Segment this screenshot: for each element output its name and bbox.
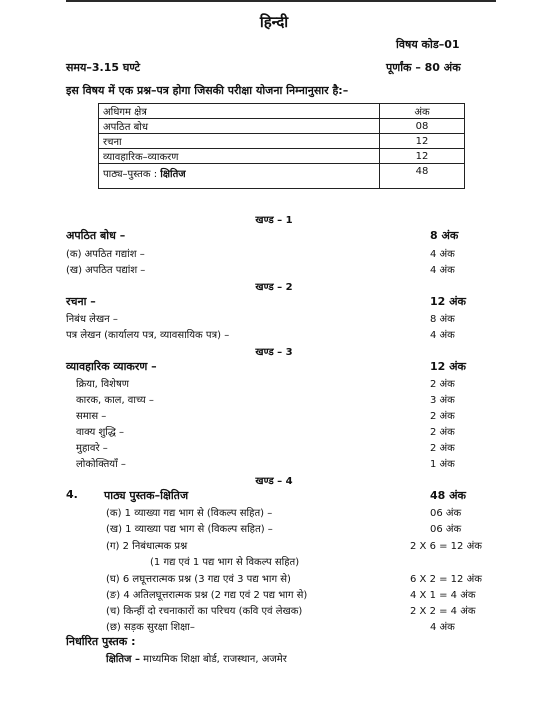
section-heading-4: खण्ड – 4 [255, 476, 293, 487]
list-item: निबंध लेखन – [66, 314, 118, 325]
list-item: वाक्य शुद्धि – [76, 427, 125, 438]
section-heading-1: खण्ड – 1 [255, 215, 293, 226]
section-heading-2: खण्ड – 2 [255, 282, 293, 293]
list-item-marks: 8 अंक [430, 314, 455, 325]
marks-table [98, 103, 465, 189]
section-marks-4: 48 अंक [430, 489, 466, 502]
table-cell-text: पाठ्य–पुस्तक : [103, 169, 161, 180]
list-item-marks: 4 अंक [430, 249, 455, 260]
list-item-marks: 2 अंक [430, 411, 455, 422]
table-cell-book: क्षितिज [160, 169, 186, 180]
section-heading-3: खण्ड – 3 [255, 347, 293, 358]
table-row [99, 119, 465, 134]
list-item-marks: 2 अंक [430, 443, 455, 454]
list-item: (ख) अपठित पद्यांश – [66, 265, 146, 276]
list-item-marks: 4 अंक [430, 330, 455, 341]
list-item-marks: 06 अंक [430, 524, 462, 535]
section-title-3: व्यावहारिक व्याकरण – [66, 360, 157, 373]
list-item: समास – [76, 411, 107, 422]
list-item-marks: 1 अंक [430, 459, 455, 470]
list-item: लोकोक्तियाँ – [76, 459, 126, 470]
table-cell: 12 [380, 134, 465, 149]
table-cell: व्यावहारिक–व्याकरण [99, 149, 380, 164]
list-item: (ग) 2 निबंधात्मक प्रश्न [106, 541, 188, 552]
list-item: (1 गद्य एवं 1 पद्य भाग से विकल्प सहित) [150, 557, 300, 568]
list-item: (घ) 6 लघूत्तरात्मक प्रश्न (3 गद्य एवं 3 पद्य भाग से) [106, 574, 291, 585]
list-item-marks: 4 अंक [430, 265, 455, 276]
table-cell: 12 [380, 149, 465, 164]
table-header-row [99, 104, 465, 119]
list-item: (ङ) 4 अतिलघूत्तरात्मक प्रश्न (2 गद्य एवं 2 पद्य भाग से) [106, 590, 308, 601]
list-item: (क) अपठित गद्यांश – [66, 249, 145, 260]
subject-code: विषय कोड–01 [396, 38, 460, 51]
table-cell [99, 164, 380, 189]
table-cell: अपठित बोध [99, 119, 380, 134]
table-cell: 48 [380, 164, 465, 189]
section-title-2: रचना – [66, 295, 96, 308]
list-item-marks: 2 अंक [430, 379, 455, 390]
list-item: क्रिया, विशेषण [76, 379, 129, 390]
list-item: कारक, काल, वाच्य – [76, 395, 154, 406]
section-marks-3: 12 अंक [430, 360, 466, 373]
list-item: (छ) सड़क सुरक्षा शिक्षा– [106, 622, 195, 633]
total-marks: पूर्णांक – 80 अंक [386, 61, 461, 74]
list-item: पत्र लेखन (कार्यालय पत्र, व्यावसायिक पत्र) – [66, 330, 230, 341]
prescribed-heading: निर्धारित पुस्तक : [66, 635, 136, 648]
section-marks-1: 8 अंक [430, 229, 459, 242]
list-item-marks: 4 अंक [430, 622, 455, 633]
table-row [99, 134, 465, 149]
top-rule [66, 0, 496, 2]
list-item-marks: 3 अंक [430, 395, 455, 406]
intro-line: इस विषय में एक प्रश्न–पत्र होगा जिसकी परीक्षा योजना निम्नानुसार है:– [66, 84, 349, 97]
exam-time: समय–3.15 घण्टे [66, 61, 141, 74]
list-item: मुहावरे – [76, 443, 108, 454]
prescribed-book-line [106, 651, 287, 665]
list-item-marks: 4 X 1 = 4 अंक [410, 590, 476, 601]
table-header-cell: अधिगम क्षेत्र [99, 104, 380, 119]
section-title-4: पाठ्य पुस्तक–क्षितिज [104, 489, 189, 502]
table-cell: रचना [99, 134, 380, 149]
list-item-marks: 2 X 2 = 4 अंक [410, 606, 476, 617]
section-number-4: 4. [66, 488, 78, 501]
table-row [99, 164, 465, 189]
table-header-cell: अंक [380, 104, 465, 119]
section-title-1: अपठित बोध – [66, 229, 126, 242]
table-cell: 08 [380, 119, 465, 134]
section-marks-2: 12 अंक [430, 295, 466, 308]
prescribed-book-name: क्षितिज – [106, 654, 140, 665]
list-item-marks: 2 X 6 = 12 अंक [410, 541, 482, 552]
list-item-marks: 2 अंक [430, 427, 455, 438]
table-row [99, 149, 465, 164]
list-item: (च) किन्हीं दो रचनाकारों का परिचय (कवि एवं लेखक) [106, 606, 303, 617]
list-item: (क) 1 व्याख्या गद्य भाग से (विकल्प सहित) – [106, 508, 273, 519]
list-item-marks: 06 अंक [430, 508, 462, 519]
prescribed-publisher: माध्यमिक शिक्षा बोर्ड, राजस्थान, अजमेर [143, 654, 287, 665]
page-title: हिन्दी [259, 13, 289, 31]
list-item: (ख) 1 व्याख्या पद्य भाग से (विकल्प सहित) – [106, 524, 273, 535]
list-item-marks: 6 X 2 = 12 अंक [410, 574, 482, 585]
